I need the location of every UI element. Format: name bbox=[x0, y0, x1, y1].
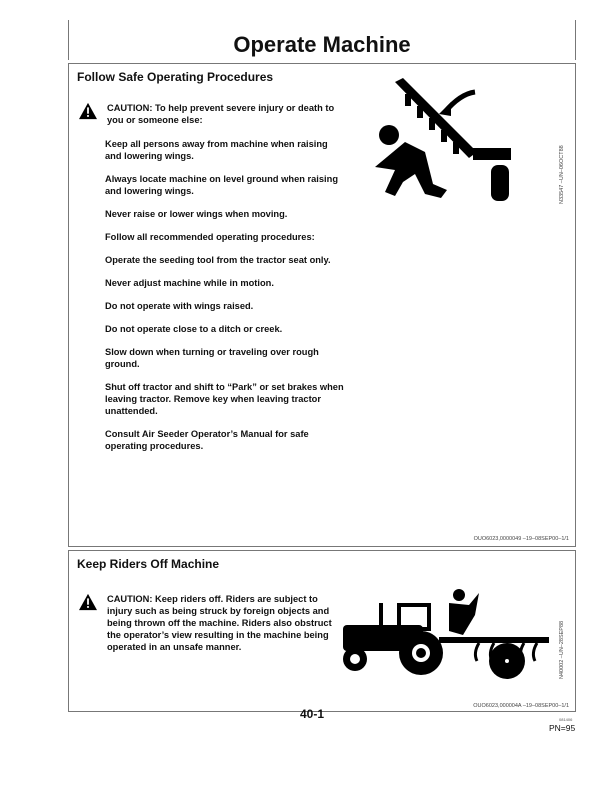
caution-block bbox=[79, 102, 337, 126]
figure-id: N40002 –UN–28SEP88 bbox=[559, 620, 565, 679]
pn-label: PN=95 bbox=[549, 723, 576, 733]
section-heading: Keep Riders Off Machine bbox=[77, 557, 220, 571]
rider-falling-off-tractor-illustration bbox=[339, 575, 549, 685]
caution-block bbox=[79, 593, 337, 653]
safety-item: Do not operate close to a ditch or creek. bbox=[105, 324, 283, 334]
safety-item: Never raise or lower wings when moving. bbox=[105, 209, 288, 219]
page-title: Operate Machine bbox=[233, 32, 411, 57]
date-code: 081406 bbox=[559, 717, 573, 722]
section-keep-riders-off bbox=[68, 550, 576, 712]
caution-text: CAUTION: Keep riders off. Riders are subject to injury such as being struck by foreign objects and being thrown off the machine. Riders also obstruct the operator’s view resulting in the machine being operated in an unsafe manner. bbox=[107, 594, 332, 652]
safety-item: Never adjust machine while in motion. bbox=[105, 278, 274, 288]
section-safe-operating bbox=[68, 63, 576, 547]
page-header bbox=[68, 20, 576, 60]
safety-item: Slow down when turning or traveling over rough ground. bbox=[105, 347, 319, 369]
safety-item: Always locate machine on level ground when raising and lowering wings. bbox=[105, 174, 338, 196]
safety-item: Operate the seeding tool from the tractor seat only. bbox=[105, 255, 331, 265]
safety-list bbox=[105, 138, 345, 463]
warning-icon bbox=[79, 102, 97, 120]
safety-item: Consult Air Seeder Operator’s Manual for safe operating procedures. bbox=[105, 429, 309, 451]
reference-code: OUO6023,0000049 –19–08SEP00–1/1 bbox=[473, 536, 569, 542]
figure-id: N33547 –UN–06OCT88 bbox=[559, 145, 565, 204]
section-heading: Follow Safe Operating Procedures bbox=[77, 70, 274, 84]
falling-wing-hazard-illustration bbox=[365, 72, 515, 202]
safety-item: Follow all recommended operating procedures: bbox=[105, 232, 315, 242]
safety-item: Shut off tractor and shift to “Park” or set brakes when leaving tractor. Remove key when leaving tractor unattended. bbox=[105, 382, 344, 416]
safety-item: Do not operate with wings raised. bbox=[105, 301, 254, 311]
caution-text: CAUTION: To help prevent severe injury or death to you or someone else: bbox=[107, 103, 335, 125]
safety-item: Keep all persons away from machine when raising and lowering wings. bbox=[105, 139, 328, 161]
page-number: 40-1 bbox=[300, 707, 325, 721]
warning-icon bbox=[79, 593, 97, 611]
reference-code: OUO6023,000004A –19–08SEP00–1/1 bbox=[473, 703, 569, 709]
